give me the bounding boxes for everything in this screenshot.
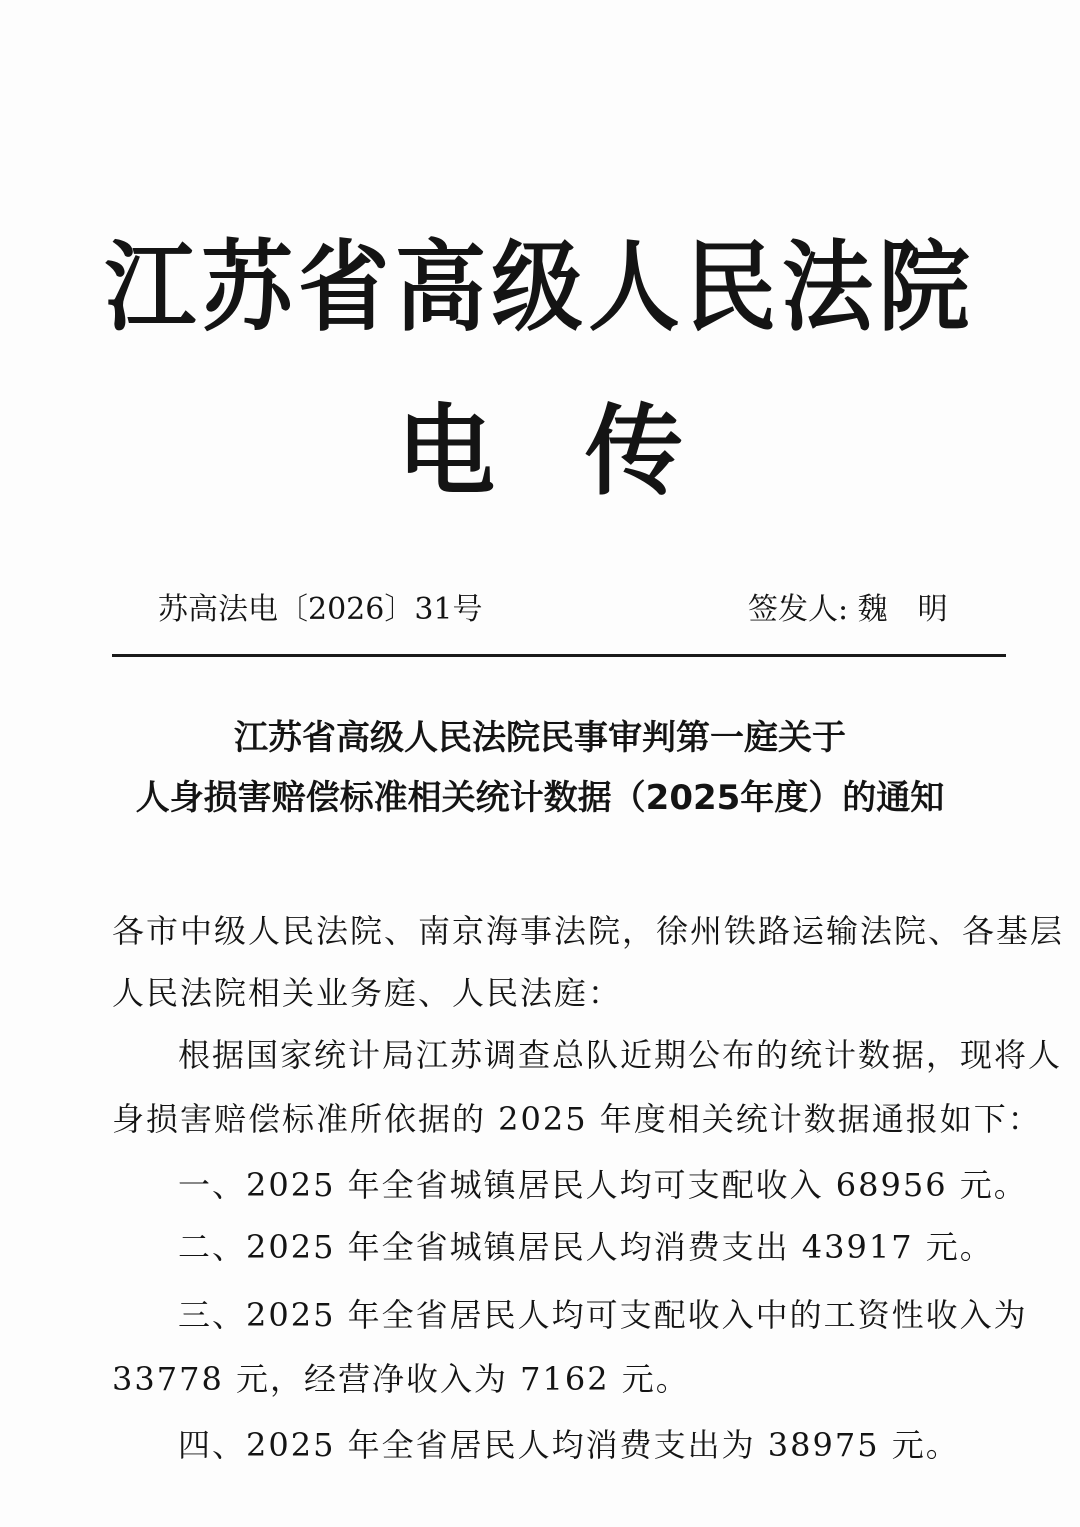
statistic-item-2: 二、2025 年全省城镇居民人均消费支出 43917 元。 bbox=[178, 1228, 994, 1266]
document-type-char-2: 传 bbox=[585, 395, 684, 509]
document-type-heading bbox=[0, 392, 1080, 512]
notice-title-line-2: 人身损害赔偿标准相关统计数据（2025年度）的通知 bbox=[135, 778, 945, 818]
signer bbox=[748, 588, 948, 632]
intro-paragraph-line-2: 身损害赔偿标准所依据的 2025 年度相关统计数据通报如下： bbox=[112, 1100, 1042, 1138]
document-type-char-1: 电 bbox=[396, 395, 495, 509]
header-divider bbox=[112, 654, 1006, 657]
signer-name-part-2: 明 bbox=[917, 592, 948, 627]
statistic-item-3-line-1: 三、2025 年全省居民人均可支配收入中的工资性收入为 bbox=[178, 1296, 1028, 1334]
addressee-line-2: 人民法院相关业务庭、人民法庭： bbox=[112, 974, 623, 1012]
statistic-item-1: 一、2025 年全省城镇居民人均可支配收入 68956 元。 bbox=[178, 1166, 1028, 1204]
statistic-item-3-line-2: 33778 元，经营净收入为 7162 元。 bbox=[112, 1360, 690, 1398]
signer-name-part-1: 魏 bbox=[857, 592, 888, 627]
issuing-authority-title: 江苏省高级人民法院 bbox=[104, 231, 976, 345]
addressee-line-1: 各市中级人民法院、南京海事法院，徐州铁路运输法院、各基层 bbox=[112, 912, 1065, 950]
document-number: 苏高法电〔2026〕31号 bbox=[158, 592, 483, 627]
signer-label: 签发人: bbox=[748, 592, 849, 627]
notice-title-line-1: 江苏省高级人民法院民事审判第一庭关于 bbox=[234, 718, 846, 758]
intro-paragraph-line-1: 根据国家统计局江苏调查总队近期公布的统计数据，现将人 bbox=[178, 1036, 1063, 1074]
statistic-item-4: 四、2025 年全省居民人均消费支出为 38975 元。 bbox=[178, 1426, 960, 1464]
